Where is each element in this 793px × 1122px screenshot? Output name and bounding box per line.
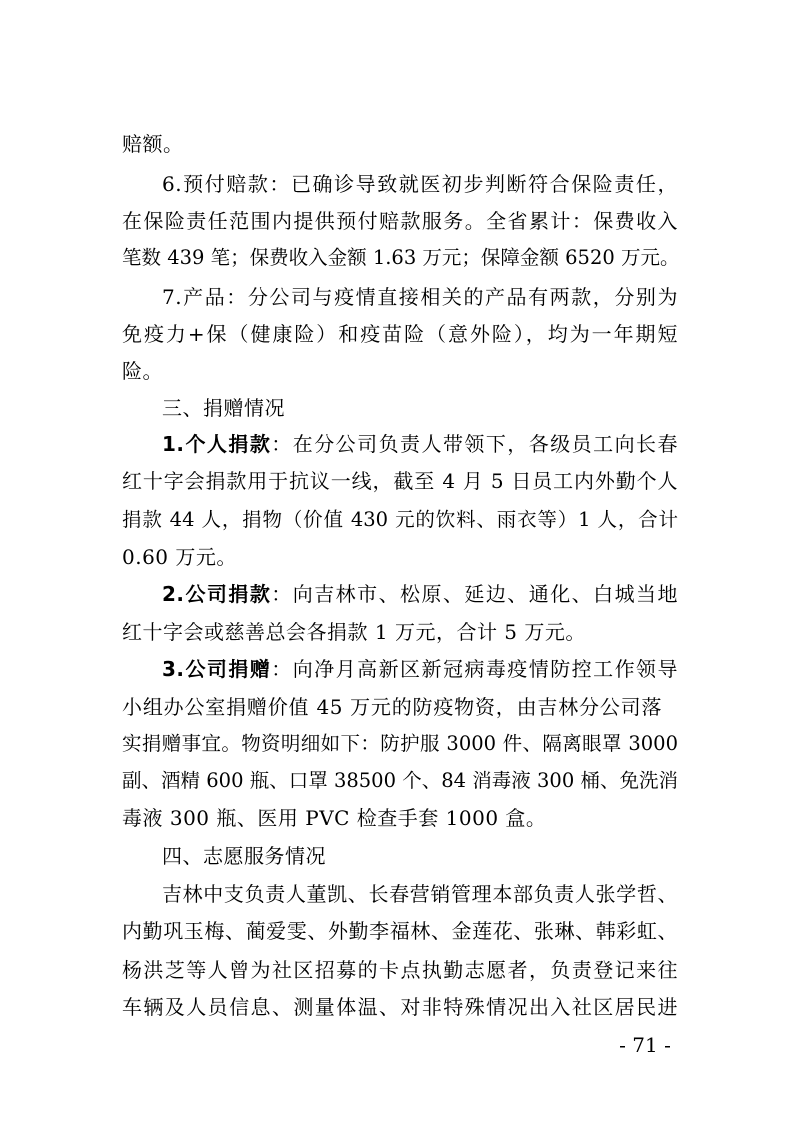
paragraph-line: 捐款 44 人，捐物（价值 430 元的饮料、雨衣等）1 人，合计 [122, 508, 678, 531]
page-number: - 71 - [619, 1033, 671, 1057]
paragraph-line: 7.产品：分公司与疫情直接相关的产品有两款，分别为 [162, 285, 678, 309]
paragraph-line: 险。 [122, 359, 163, 383]
paragraph-line: 在保险责任范围内提供预付赔款服务。全省累计：保费收入 [122, 209, 678, 233]
paragraph-line: 小组办公室捐赠价值 45 万元的防疫物资，由吉林分公司落 [122, 695, 662, 719]
section-heading: 四、志愿服务情况 [162, 844, 326, 868]
paragraph-line: 实捐赠事宜。物资明细如下：防护服 3000 件、隔离眼罩 3000 [122, 732, 678, 755]
paragraph-line: 车辆及人员信息、测量体温、对非特殊情况出入社区居民进 [122, 995, 678, 1019]
paragraph-line: 红十字会或慈善总会各捐款 1 万元，合计 5 万元。 [122, 620, 586, 644]
paragraph-line: 吉林中支负责人董凯、长春营销管理本部负责人张学哲、 [162, 882, 678, 906]
item-text: ：在分公司负责人带领下，各级员工向长春 [271, 432, 679, 456]
paragraph-line: 免疫力+保（健康险）和疫苗险（意外险），均为一年期短 [122, 322, 678, 346]
paragraph-line: 毒液 300 瓶、医用 PVC 检查手套 1000 盒。 [122, 806, 547, 830]
paragraph-line [162, 651, 678, 687]
paragraph-line: 内勤巩玉梅、蔺爱雯、外勤李福林、金莲花、张琳、韩彩虹、 [122, 919, 678, 943]
paragraph-line: 红十字会捐款用于抗议一线，截至 4 月 5 日员工内外勤个人 [122, 469, 678, 493]
item-label: 2.公司捐款 [162, 582, 272, 606]
item-text: ：向净月高新区新冠病毒疫情防控工作领导 [271, 657, 679, 681]
paragraph-line: 赔额。 [122, 132, 184, 156]
paragraph-line: 副、酒精 600 瓶、口罩 38500 个、84 消毒液 300 桶、免洗消 [122, 769, 678, 792]
paragraph-line: 杨洪芝等人曾为社区招募的卡点执勤志愿者，负责登记来往 [122, 958, 678, 982]
paragraph-line: 6.预付赔款：已确诊导致就医初步判断符合保险责任， [162, 172, 678, 196]
paragraph-line [162, 426, 678, 462]
paragraph-line: 笔数 439 笔；保费收入金额 1.63 万元；保障金额 6520 万元。 [122, 246, 680, 269]
paragraph-line: 0.60 万元。 [122, 545, 237, 569]
item-label: 3.公司捐赠 [162, 657, 272, 681]
item-text: ：向吉林市、松原、延边、通化、白城当地 [271, 582, 679, 606]
paragraph-line [162, 576, 678, 612]
item-label: 1.个人捐款 [162, 432, 272, 456]
section-heading: 三、捐赠情况 [162, 396, 285, 420]
